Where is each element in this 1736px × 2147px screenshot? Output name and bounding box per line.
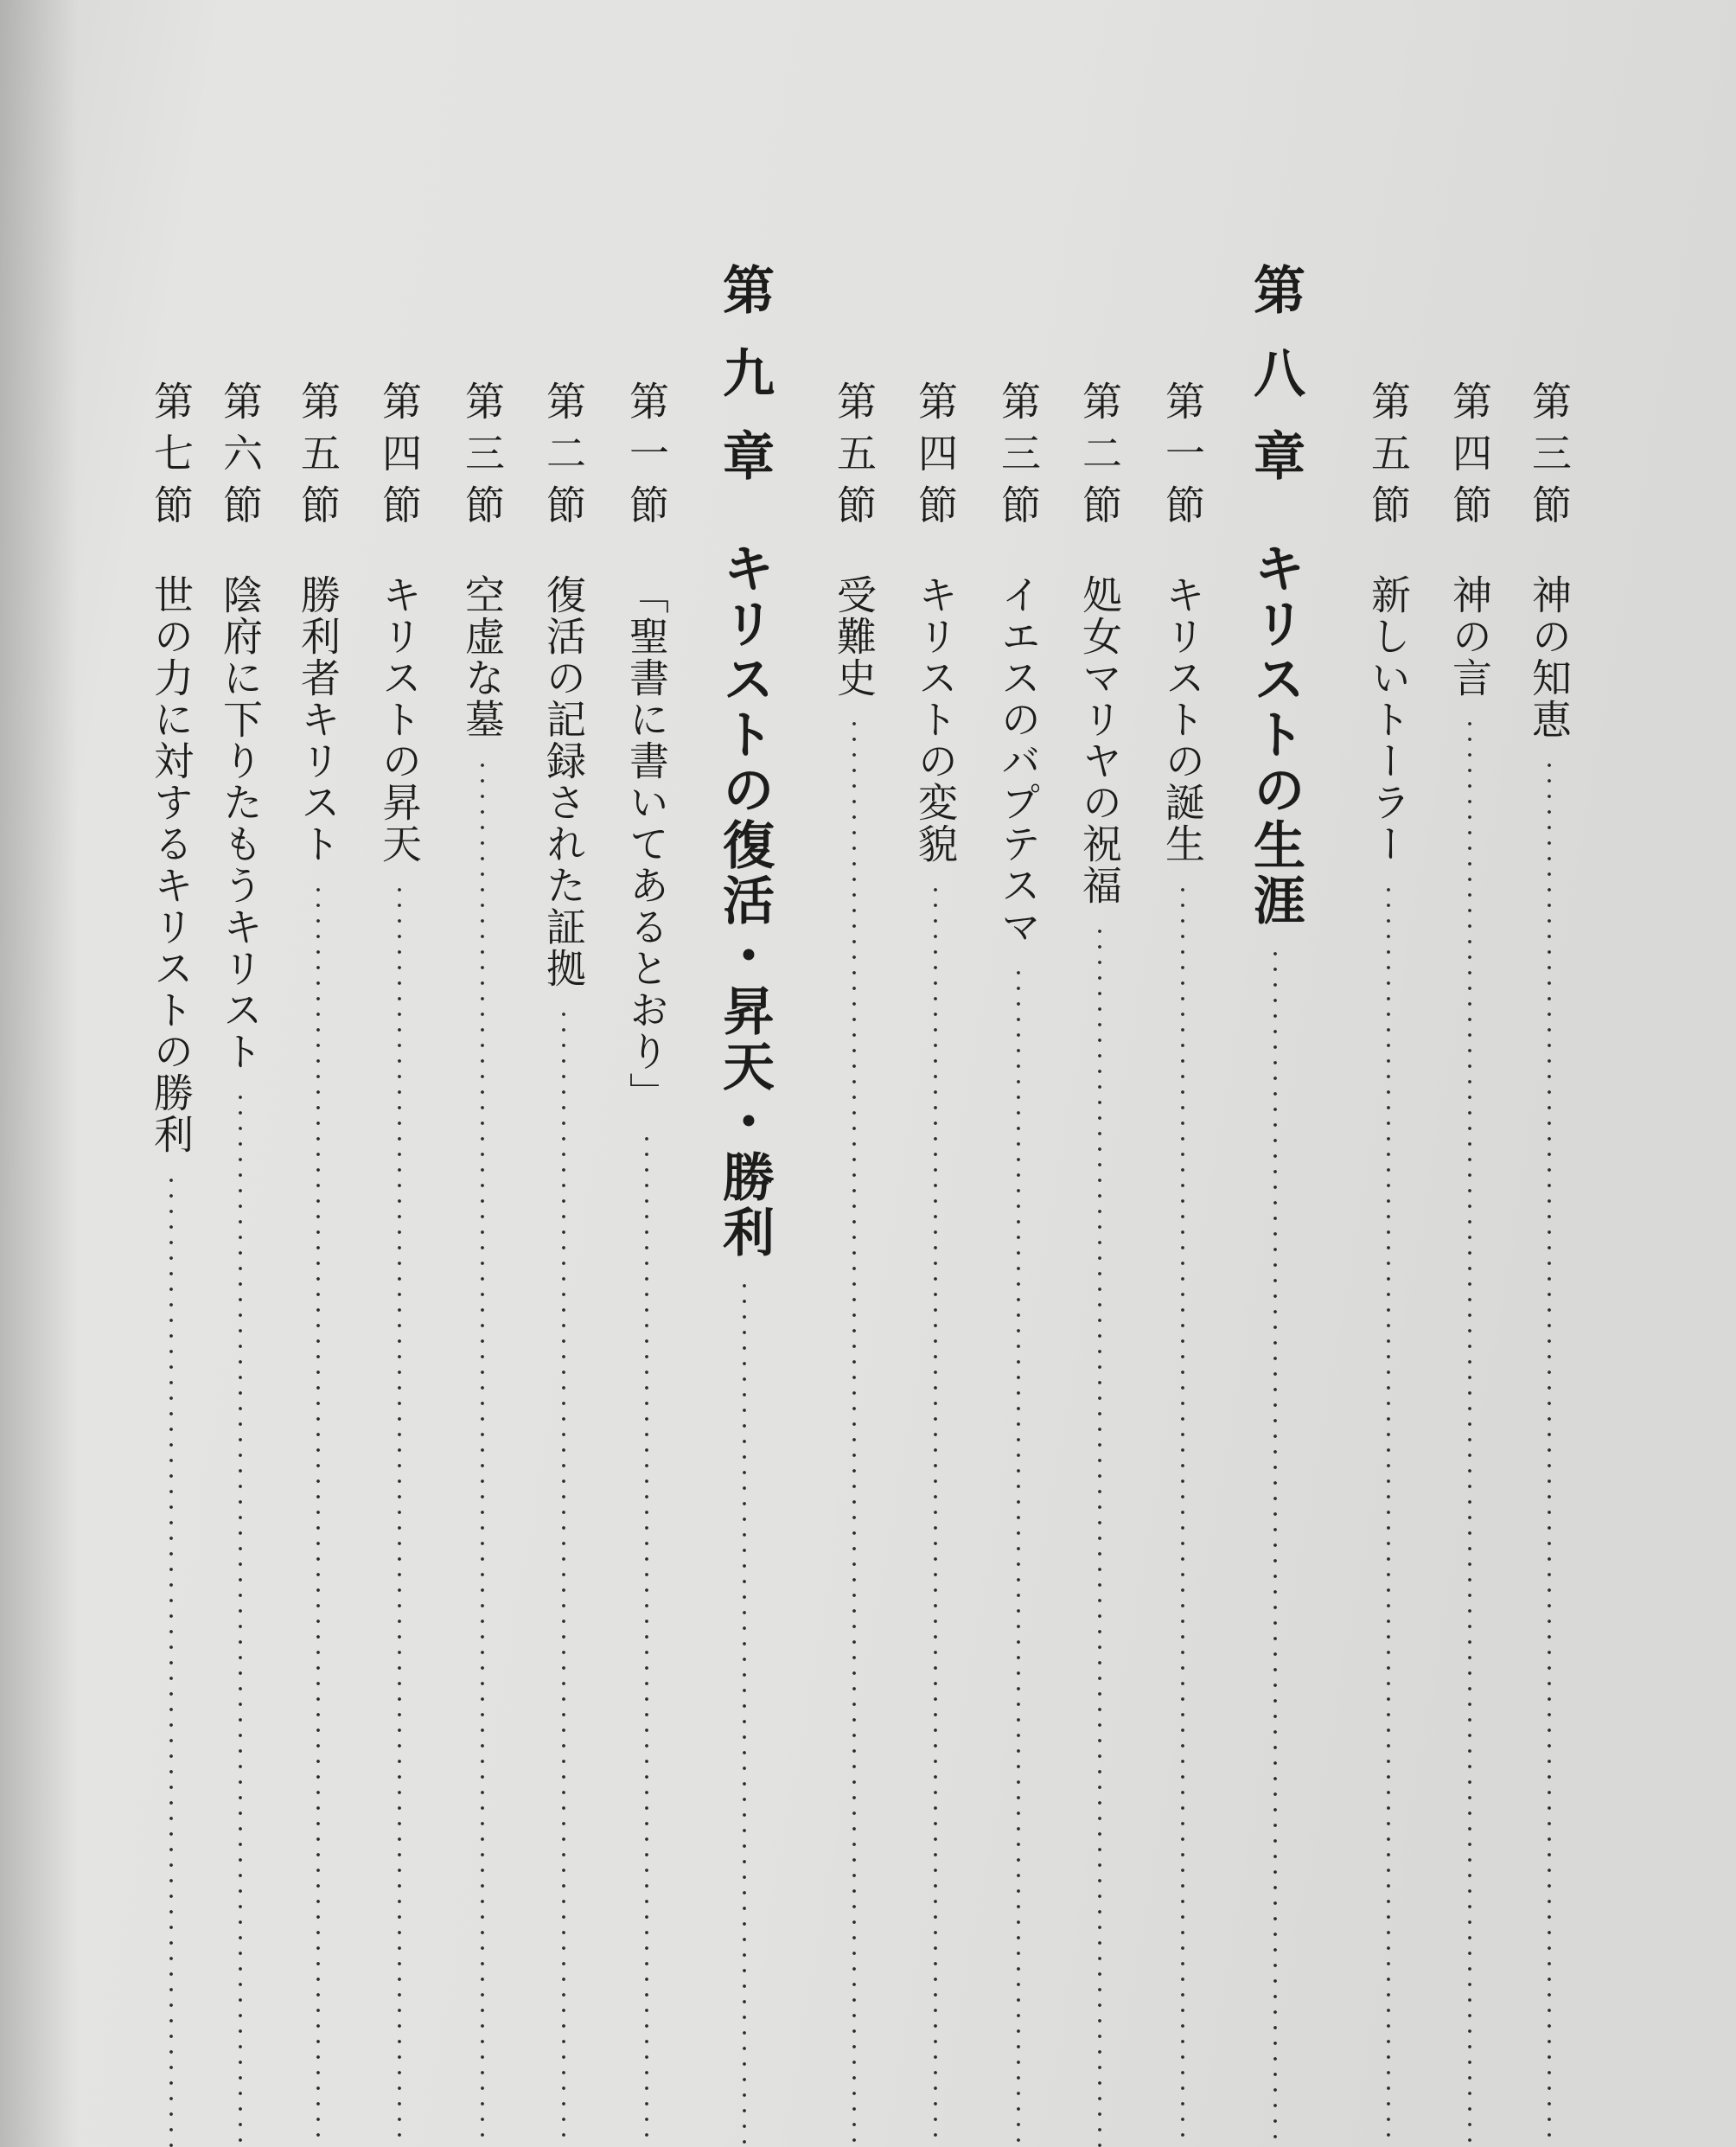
dot-leader xyxy=(1097,923,1102,2147)
section-title: キリストの昇天 xyxy=(376,574,423,865)
dot-leader xyxy=(852,716,857,2147)
section-title: 「聖書に書いてあるとおり」 xyxy=(623,574,670,1114)
section-number: 第一節 xyxy=(1159,380,1206,536)
section-title: 処女マリヤの祝福 xyxy=(1076,574,1123,906)
toc-entry-chapter xyxy=(1236,0,1314,2147)
toc-entry-section xyxy=(984,0,1053,2147)
section-title: キリストの変貌 xyxy=(912,574,959,865)
section-title: 神の言 xyxy=(1446,574,1493,699)
section-number: 第一節 xyxy=(623,380,670,536)
dot-leader xyxy=(480,757,485,2147)
toc-entry-section xyxy=(1148,0,1217,2147)
dot-leader xyxy=(316,882,321,2147)
toc-entry-section xyxy=(137,0,206,2147)
toc-entry-chapter xyxy=(705,0,783,2147)
dot-leader xyxy=(1386,882,1391,2147)
section-title: 復活の記録された証拠 xyxy=(540,574,587,989)
dot-leader xyxy=(1547,757,1552,2147)
chapter-number: 第八章 xyxy=(1245,263,1305,512)
section-number: 第三節 xyxy=(1526,380,1573,536)
dot-leader xyxy=(397,882,402,2147)
toc-entry-section xyxy=(612,0,681,2147)
toc-entry-section xyxy=(206,0,275,2147)
section-number: 第四節 xyxy=(1446,380,1493,536)
toc-entry-section xyxy=(448,0,517,2147)
section-title: 世の力に対するキリストの勝利 xyxy=(148,574,195,1155)
section-number: 第五節 xyxy=(1365,380,1412,536)
section-title: 空虚な墓 xyxy=(459,574,506,740)
section-number: 第二節 xyxy=(1076,380,1123,536)
dot-leader xyxy=(933,882,938,2147)
section-title: 陰府に下りたもうキリスト xyxy=(217,574,264,1072)
dot-leader xyxy=(1467,716,1472,2147)
chapter-title: キリストの生涯 xyxy=(1245,541,1305,929)
chapter-number: 第九章 xyxy=(714,263,775,512)
dot-leader xyxy=(169,1173,174,2147)
dot-leader xyxy=(644,1131,649,2147)
dot-leader xyxy=(742,1278,747,2147)
toc-entry-section xyxy=(365,0,434,2147)
section-number: 第四節 xyxy=(376,380,423,536)
section-number: 第七節 xyxy=(148,380,195,536)
section-number: 第五節 xyxy=(831,380,878,536)
dot-leader xyxy=(1180,882,1185,2147)
section-number: 第三節 xyxy=(995,380,1042,536)
section-title: 受難史 xyxy=(831,574,878,699)
section-number: 第四節 xyxy=(912,380,959,536)
section-title: 新しいトーラー xyxy=(1365,574,1412,865)
section-title: キリストの誕生 xyxy=(1159,574,1206,865)
toc-entry-section xyxy=(1515,0,1584,2147)
toc-entry-section xyxy=(901,0,970,2147)
chapter-title: キリストの復活・昇天・勝利 xyxy=(714,541,775,1261)
dot-leader xyxy=(1016,965,1021,2147)
toc-entry-section xyxy=(284,0,353,2147)
toc-entry-section xyxy=(1065,0,1134,2147)
toc-entry-section xyxy=(1435,0,1504,2147)
toc-entry-section xyxy=(1354,0,1423,2147)
toc-entry-section xyxy=(529,0,598,2147)
dot-leader xyxy=(238,1089,243,2147)
section-title: イエスのバプテスマ xyxy=(995,574,1042,948)
section-number: 第二節 xyxy=(540,380,587,536)
dot-leader xyxy=(561,1006,566,2147)
dot-leader xyxy=(1273,946,1278,2147)
section-number: 第六節 xyxy=(217,380,264,536)
toc-entry-section xyxy=(820,0,889,2147)
section-number: 第五節 xyxy=(295,380,341,536)
section-title: 勝利者キリスト xyxy=(295,574,341,865)
section-number: 第三節 xyxy=(459,380,506,536)
section-title: 神の知恵 xyxy=(1526,574,1573,740)
